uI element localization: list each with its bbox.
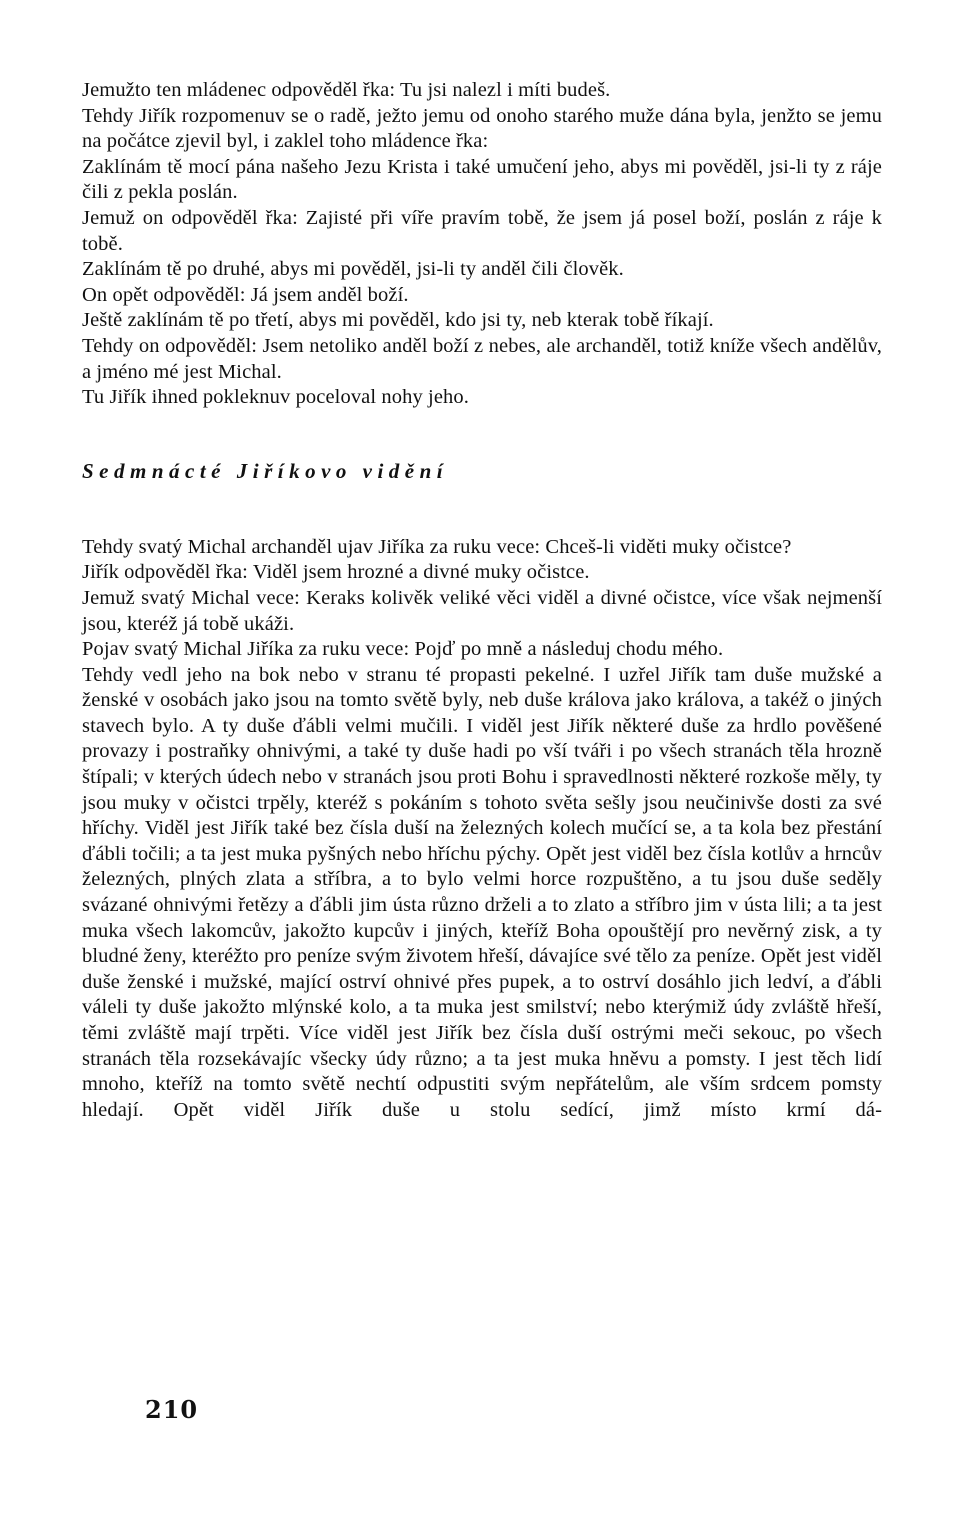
paragraph: Zaklínám tě po druhé, abys mi pověděl, jsi-li ty anděl čili člověk. — [82, 258, 624, 281]
paragraph: Ještě zaklínám tě po třetí, abys mi pověděl, kdo jsi ty, neb kterak tobě říkají. — [82, 309, 714, 332]
paragraph: Jemuž svatý Michal vece: Keraks kolivěk veliké věci viděl a divné očistce, více však nejmenší jsou, kteréž já tobě ukáži. — [82, 586, 882, 635]
page-number: 210 — [145, 1395, 199, 1424]
paragraph: Jemužto ten mládenec odpověděl řka: Tu jsi nalezl i míti budeš. — [82, 79, 611, 101]
paragraph: Tehdy vedl jeho na bok nebo v stranu té propasti pekelné. I uzřel Jiřík tam duše mužské a ženské v osobách jako jsou na tomto světě byly, neb duše králova jako králova, a takéž o jiných stavech bylo. A ty duše ďábli velmi mučili. I viděl jest Jiřík některé duše za hrdlo pověšené provazy i postraňky ohnivými, a také ty duše hadi po vší tváři i po všech stranách těla hrozně štípali; v kterých údech nebo v stranách jsou proti Bohu i spravedlnosti některé rozkoše měly, ty jsou muky v očistci trpěly, kteréž s pokáním s tohoto světa sešly jsou neučinivše dosti za své hříchy. Viděl jest Jiřík také bez čísla duší na železných kolech mučící se, a ta kola bez přestání ďábli točili; a ta jest muka pyšných nebo hříchu pýchy. Opět jest viděl bez čísla kotlův a hrncův železných, plných zlata a stříbra, a to bylo velmi horce rozpuštěno, a tu jsou duše seděly svázané ohnivými řetězy a ďábli jim ústa různo drželi a to zlato a stříbro jim v ústa lili; a ta jest muka všech lakomcův, jakožto kupcův i jiných, kteříž Boha opouštějí pro nevěrný zisk, a ty bludné ženy, kteréžto pro peníze svým životem hřeší, dávajíce své tělo za peníze. Opět jest viděl duše ženské i mužské, mající ostrví ohnivé přes pupek, a to ostrví dosáhlo jich ledví, a ďábli váleli ty duše jakožto mlýnské kolo, a ta muka jest smilství; nebo kterýmiž údy zvláště hřeší, těmi zvláště mají trpěti. Více viděl jest Jiřík bez čísla duší ostrými meči sekouc, po všech stranách těla rozsekávajíc všecky údy různo; a ta jest muka hněvu a pomsty. I jest těch lidí mnoho, kteříž na tomto světě nechtí odpustiti svým nepřátelům, ale vším srdcem pomsty hledají. Opět viděl Jiřík duše u stolu sedící, jimž místo krmí dá- — [82, 663, 882, 1121]
paragraph: Pojav svatý Michal Jiříka za ruku vece: Pojď po mně a následuj chodu mého. — [82, 638, 724, 661]
paragraph: On opět odpověděl: Já jsem anděl boží. — [82, 283, 409, 306]
paragraph: Jiřík odpověděl řka: Viděl jsem hrozné a divné muky očistce. — [82, 561, 590, 584]
paragraph: Tu Jiřík ihned pokleknuv poceloval nohy jeho. — [82, 386, 469, 409]
paragraph: Jemuž on odpověděl řka: Zajisté při víře pravím tobě, že jsem já posel boží, poslán z ráje k tobě. — [82, 206, 882, 255]
paragraph: Zaklínám tě mocí pána našeho Jezu Krista i také umučení jeho, abys mi pověděl, jsi-li ty z ráje čili z pekla poslán. — [82, 155, 882, 204]
section-title: Sedmnácté Jiříkovo vidění — [82, 458, 449, 483]
page-body — [82, 78, 882, 1123]
paragraph: Tehdy Jiřík rozpomenuv se o radě, ježto jemu od onoho starého muže dána byla, jenžto se jemu na počátce zjevil byl, i zaklel toho mládence řka: — [82, 104, 882, 153]
paragraph: Tehdy svatý Michal archanděl ujav Jiříka za ruku vece: Chceš-li viděti muky očistce? — [82, 535, 792, 558]
paragraph: Tehdy on odpověděl: Jsem netoliko anděl boží z nebes, ale archanděl, totiž kníže všech andělův, a jméno mé jest Michal. — [82, 334, 882, 383]
